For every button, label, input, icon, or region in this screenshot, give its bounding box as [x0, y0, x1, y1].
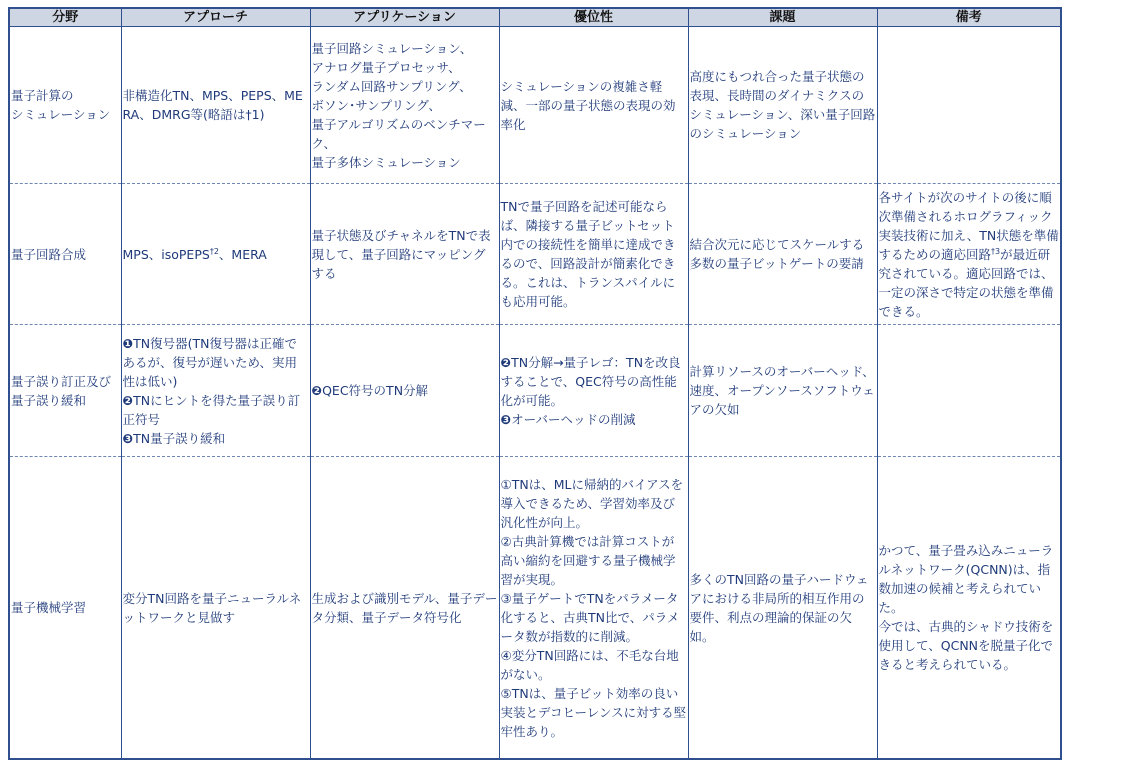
cell-approach: 非構造化TN、MPS、PEPS、MERA、DMRG等(略語は†1) [121, 27, 310, 184]
cell-challenge: 結合次元に応じてスケールする多数の量子ビットゲートの要請 [688, 184, 877, 325]
cell-challenge: 計算リソースのオーバーヘッド、速度、オープンソースソフトウェアの欠如 [688, 325, 877, 457]
field-line: 量子回路合成 [11, 246, 87, 262]
bullet-marker: ❷ [122, 392, 134, 408]
cell-notes [877, 325, 1060, 457]
notes-text: 各サイトが次のサイトの後に順次準備されるホログラフィック実装技術に加え、TN状態を準備するための適応回路 [878, 189, 1059, 262]
application-line: アナログ量子プロセッサ、 [311, 59, 461, 75]
field-line: 量子機械学習 [11, 600, 87, 615]
advantage-item: ③量子ゲートでTNをパラメータ化すると、古典TN比で、パラメータ数が指数的に削減。 [500, 590, 680, 644]
cell-challenge: 多くのTN回路の量子ハードウェアにおける非局所的相互作用の要件、利点の理論的保証の欠如。 [688, 457, 877, 759]
application-line: ボソン･サンプリング、 [311, 97, 441, 113]
cell-approach [121, 325, 310, 457]
cell-advantage: シミュレーションの複雑さ軽減、一部の量子状態の表現の効率化 [499, 27, 688, 184]
header-row [10, 9, 1060, 27]
table-row [10, 325, 1060, 457]
footnote-mark: †2 [209, 246, 219, 256]
application-line: ランダム回路サンプリング、 [311, 78, 472, 94]
field-line: 量子計算の [11, 88, 74, 103]
header-field: 分野 [10, 9, 121, 27]
field-line: 量子誤り訂正及び [11, 373, 112, 389]
bullet-marker: ❸ [500, 411, 512, 427]
cell-application [310, 27, 499, 184]
bullet-marker: ❷ [311, 383, 323, 398]
table-row [10, 27, 1060, 184]
cell-challenge: 高度にもつれ合った量子状態の表現、長時間のダイナミクスのシミュレーション、深い量子回路のシミュレーション [688, 27, 877, 184]
header-approach: アプローチ [121, 9, 310, 27]
cell-notes [877, 27, 1060, 184]
advantage-item [501, 410, 687, 429]
application-line: 量子多体シミュレーション [311, 154, 461, 170]
tn-applications-table [10, 9, 1060, 758]
advantage-item: ⑤TNは、量子ビット効率の良い実装とデコヒーレンスに対する堅牢性あり。 [500, 685, 687, 739]
application-line: 量子回路シミュレーション、 [311, 40, 473, 56]
cell-advantage [499, 325, 688, 457]
approach-item-text: TN量子誤り緩和 [133, 430, 226, 446]
advantage-item-text: オーバーヘッドの削減 [511, 411, 636, 427]
cell-field [10, 457, 121, 759]
advantage-item: ①TNは、MLに帰納的バイアスを導入できるため、学習効率及び汎化性が向上。 [500, 476, 684, 530]
field-line: シミュレーション [11, 107, 111, 122]
header-advantage: 優位性 [499, 9, 688, 27]
notes-text: が最近研究されている。適応回路では、一定の深さで特定の状態を準備できる。 [878, 246, 1054, 319]
approach-item [123, 391, 309, 429]
table-row [10, 184, 1060, 325]
cell-application [310, 325, 499, 457]
notes-line: 今では、古典的シャドウ技術を使用して、QCNNを脱量子化できると考えられている。 [878, 619, 1054, 672]
approach-text: 、MERA [218, 246, 267, 262]
table-row [10, 457, 1060, 759]
bullet-marker: ❷ [500, 354, 512, 370]
approach-item-text: TNにヒントを得た量子誤り訂正符号 [122, 392, 301, 427]
advantage-item-text: TN分解→量子レゴ：TNを改良することで、QEC符号の高性能化が可能。 [500, 354, 681, 408]
cell-advantage: TNで量子回路を記述可能ならば、隣接する量子ビットセット内での接続性を簡単に達成できるので、回路設計が簡素化できる。これは、トランスパイルにも応用可能。 [499, 184, 688, 325]
approach-item-text: TN復号器(TN復号器は正確であるが、復号が遅いため、実用性は低い) [122, 335, 298, 389]
cell-field [10, 325, 121, 457]
application-text: QEC符号のTN分解 [322, 383, 429, 398]
cell-field [10, 27, 121, 184]
header-challenge: 課題 [688, 9, 877, 27]
cell-notes [877, 457, 1060, 759]
notes-line: かつて、量子畳み込みニューラルネットワーク(QCNN)は、指数加速の候補と考えられていた。 [878, 543, 1054, 615]
application-line: 量子アルゴリズムのベンチマーク、 [311, 116, 486, 151]
approach-text: MPS、isoPEPS [122, 246, 210, 262]
cell-approach: 変分TN回路を量子ニューラルネットワークと見做す [121, 457, 310, 759]
field-line: 量子誤り緩和 [11, 392, 87, 408]
advantage-item [501, 353, 687, 410]
cell-application: 生成および識別モデル、量子データ分類、量子データ符号化 [310, 457, 499, 759]
cell-application: 量子状態及びチャネルをTNで表現して、量子回路にマッピングする [310, 184, 499, 325]
advantage-item: ②古典計算機では計算コストが高い縮約を回避する量子機械学習が実現。 [500, 533, 676, 587]
header-application: アプリケーション [310, 9, 499, 27]
comparison-table-frame [8, 7, 1062, 760]
header-notes: 備考 [877, 9, 1060, 27]
footnote-mark: †3 [991, 246, 1001, 256]
cell-approach [121, 184, 310, 325]
approach-item [123, 334, 309, 391]
cell-advantage [499, 457, 688, 759]
bullet-marker: ❶ [122, 335, 134, 351]
cell-field [10, 184, 121, 325]
bullet-marker: ❸ [122, 430, 134, 446]
approach-item [123, 429, 309, 448]
advantage-item: ④変分TN回路には、不毛な台地がない。 [500, 647, 679, 682]
cell-notes [877, 184, 1060, 325]
